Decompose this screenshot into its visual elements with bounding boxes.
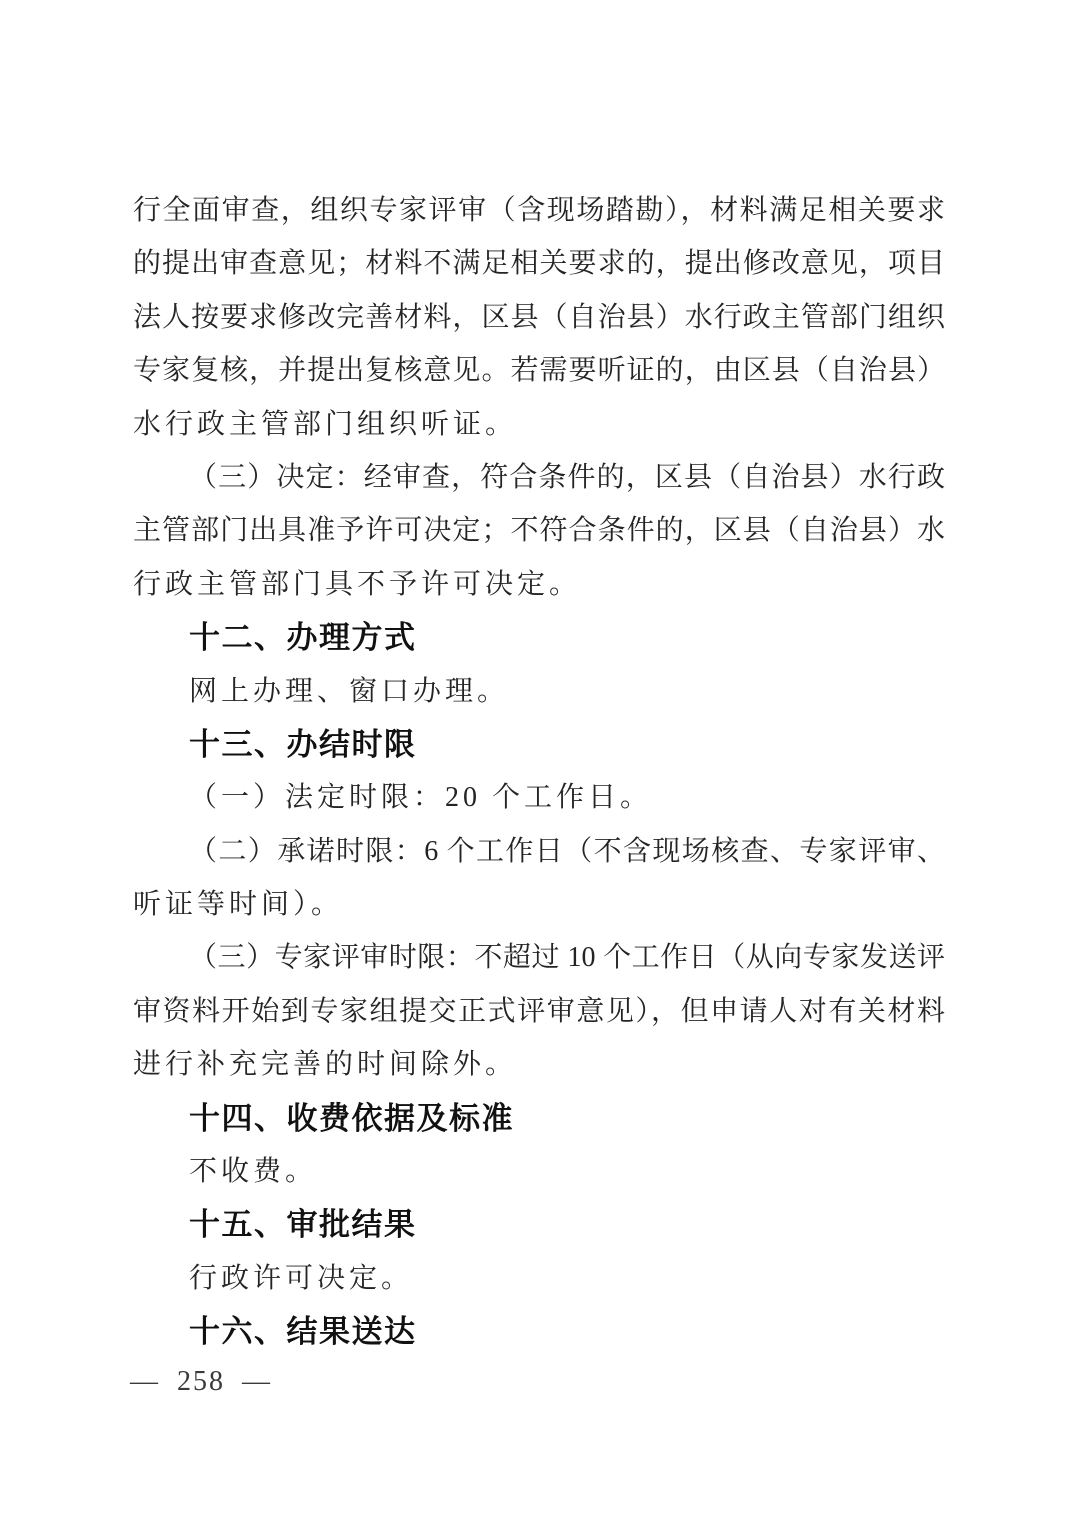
body-line: 法人按要求修改完善材料，区县（自治县）水行政主管部门组织	[133, 301, 945, 333]
section-heading: 十二、办理方式	[189, 620, 417, 656]
section-heading: 十六、结果送达	[189, 1314, 417, 1350]
section-heading: 十三、办结时限	[189, 726, 417, 762]
body-line: （三）决定：经审查，符合条件的，区县（自治县）水行政	[189, 461, 945, 493]
body-line: （三）专家评审时限：不超过 10 个工作日（从向专家发送评	[189, 942, 945, 974]
body-line: 进行补充完善的时间除外。	[133, 1049, 518, 1081]
body-line: 专家复核，并提出复核意见。若需要听证的，由区县（自治县）	[133, 355, 945, 387]
body-line: （二）承诺时限：6 个工作日（不含现场核查、专家评审、	[189, 835, 945, 867]
body-line: 主管部门出具准予许可决定；不符合条件的，区县（自治县）水	[133, 515, 945, 547]
body-line: 行政许可决定。	[189, 1262, 414, 1294]
page-number: — 258 —	[130, 1366, 272, 1397]
body-line: 审资料开始到专家组提交正式评审意见），但申请人对有关材料	[133, 995, 945, 1027]
body-line: 行全面审查，组织专家评审（含现场踏勘），材料满足相关要求	[133, 195, 945, 226]
document-body	[133, 184, 945, 1359]
body-line: 水行政主管部门组织听证。	[133, 408, 518, 440]
body-line: 网上办理、窗口办理。	[189, 675, 510, 707]
body-line: 不收费。	[189, 1156, 318, 1188]
body-line: 的提出审查意见；材料不满足相关要求的，提出修改意见，项目	[133, 248, 945, 280]
body-line: （一）法定时限：20 个工作日。	[189, 782, 653, 814]
section-heading: 十五、审批结果	[189, 1207, 417, 1243]
section-heading: 十四、收费依据及标准	[189, 1100, 514, 1136]
body-line: 听证等时间）。	[133, 889, 344, 921]
body-line: 行政主管部门具不予许可决定。	[133, 568, 582, 600]
